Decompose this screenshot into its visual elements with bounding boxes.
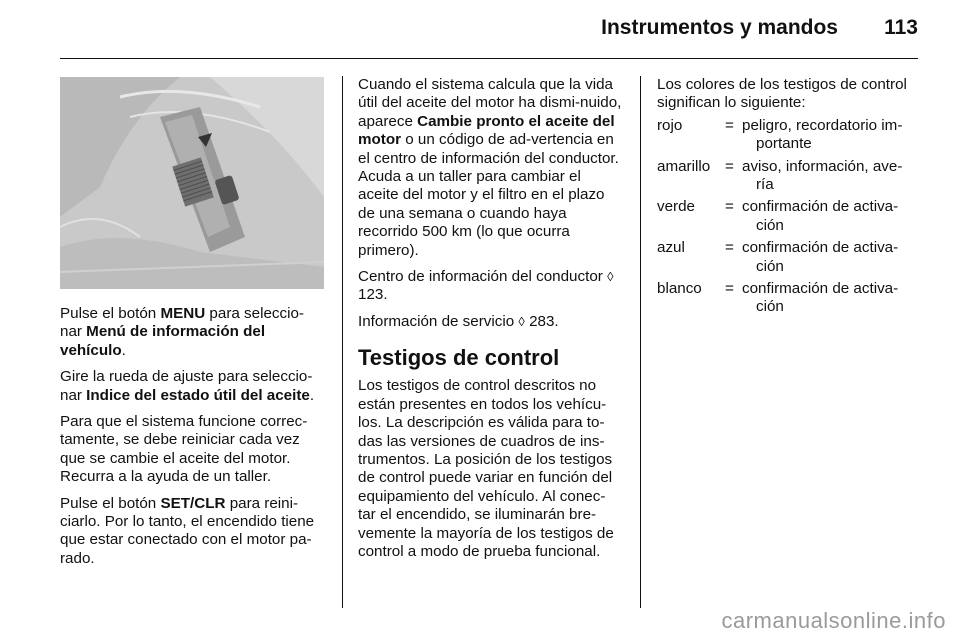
paragraph: Para que el sistema funcione correc-tamente, se debe reiniciar cada vez que se cambie el aceite del motor. Recurra a la ayuda de un taller. — [60, 413, 308, 486]
definition-term: azul — [657, 239, 685, 257]
definition-line-2: ción — [756, 216, 784, 234]
definition-text — [742, 117, 922, 158]
menu-name: Menú de información del vehículo — [60, 323, 266, 359]
definition-row — [657, 158, 922, 199]
definition-text — [742, 280, 922, 321]
paragraph: Los testigos de control descritos no están presentes en todos los vehícu-los. La descripción es válida para to-das las versiones de cuadros de ins-trumentos. La posición de los testigos de control puede variar en función del equipamiento del vehículo. Al conec-tar el encendido, se iluminarán bre-vemente la mayoría de los testigos de control a modo de prueba funcional. — [358, 377, 614, 560]
definition-text — [742, 158, 922, 199]
reference-arrow-icon: ◊ — [607, 269, 614, 285]
reference-page: 123. — [358, 286, 388, 304]
paragraph: Cuando el sistema calcula que la vida útil del aceite del motor ha dismi-nuido, aparece Cambie pronto el aceite del motor o un código de ad-vertencia en el centro de información del conductor. Acuda a un taller para cambiar el aceite del motor y el filtro en el plazo de una semana o cuando haya recorrido 500 km (lo que ocurra primero). — [358, 76, 622, 259]
definition-row — [657, 117, 922, 158]
definition-row — [657, 239, 922, 280]
paragraph: Pulse el botón SET/CLR para reini-ciarlo. Por lo tanto, el encendido tiene que estar conectado con el motor pa-rado. — [60, 494, 315, 567]
definition-term: verde — [657, 198, 695, 216]
definition-term: amarillo — [657, 157, 711, 175]
definition-text — [742, 239, 922, 280]
column-divider-2 — [640, 76, 641, 608]
definition-line-1: aviso, información, ave- — [742, 157, 903, 175]
steering-column-stalk-photo — [60, 77, 324, 289]
definition-line-1: peligro, recordatorio im- — [742, 116, 903, 134]
watermark: carmanualsonline.info — [721, 608, 946, 633]
page-header — [60, 14, 918, 50]
definition-line-1: confirmación de activa- — [742, 239, 899, 257]
message-name: Cambie pronto el aceite del motor — [358, 112, 615, 149]
button-name: MENU — [160, 305, 206, 322]
button-name: SET/CLR — [160, 494, 226, 512]
column-3 — [657, 76, 923, 321]
page-number: 113 — [884, 16, 918, 39]
equals-sign: = — [725, 239, 734, 257]
equals-sign: = — [725, 116, 734, 134]
reference-arrow-icon: ◊ — [518, 313, 525, 329]
section-heading: Testigos de control — [358, 345, 560, 371]
chapter-title: Instrumentos y mandos — [601, 16, 838, 39]
cross-reference[interactable]: Centro de información del conductor ◊ 123. — [358, 268, 614, 304]
equals-sign: = — [725, 157, 734, 175]
definition-row — [657, 280, 922, 321]
equals-sign: = — [725, 198, 734, 216]
paragraph: Pulse el botón MENU para seleccio-nar Menú de información del vehículo. — [60, 305, 304, 359]
definition-line-1: confirmación de activa- — [742, 198, 899, 216]
equals-sign: = — [725, 280, 734, 298]
column-1 — [60, 76, 324, 576]
column-2 — [358, 76, 622, 569]
definition-term: blanco — [657, 280, 702, 298]
definition-line-2: ría — [756, 176, 774, 194]
definition-line-2: ción — [756, 257, 784, 275]
definition-line-2: portante — [756, 135, 812, 153]
color-definition-table — [657, 117, 922, 321]
paragraph: Gire la rueda de ajuste para seleccio-nar Indice del estado útil del aceite. — [60, 368, 315, 404]
definition-line-2: ción — [756, 298, 784, 316]
header-divider — [60, 58, 918, 59]
definition-text — [742, 198, 922, 239]
definition-row — [657, 198, 922, 239]
menu-name: Indice del estado útil del aceite — [86, 386, 310, 404]
paragraph: Los colores de los testigos de control significan lo siguiente: — [657, 76, 907, 112]
column-divider-1 — [342, 76, 343, 608]
reference-page: 283. — [529, 312, 559, 330]
definition-line-1: confirmación de activa- — [742, 280, 899, 298]
cross-reference[interactable]: Información de servicio ◊ 283. — [358, 312, 559, 330]
definition-term: rojo — [657, 116, 683, 134]
